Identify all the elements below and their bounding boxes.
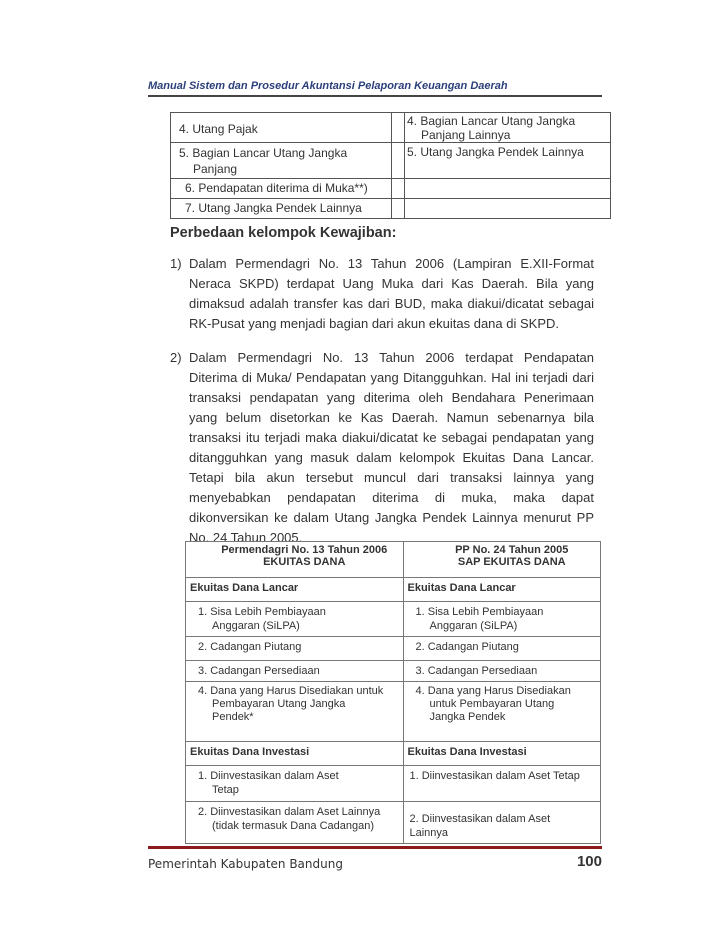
table-cell [405, 179, 611, 199]
item-text: Anggaran (SiLPA) [212, 620, 300, 632]
table-row [171, 143, 611, 179]
table-row [171, 179, 611, 199]
item-text: Pembayaran Utang Jangka [212, 698, 346, 710]
group-title: Ekuitas Dana Lancar [186, 578, 404, 602]
item-text: 3. Cadangan Persediaan [415, 665, 538, 677]
cell-text: 5. Utang Jangka Pendek Lainnya [407, 145, 584, 159]
item-text: 3. Cadangan Persediaan [198, 665, 320, 677]
item-text: Anggaran (SiLPA) [429, 620, 518, 632]
paragraph-number: 2) [170, 350, 182, 365]
cell-text: 6. Pendapatan diterima di Muka**) [185, 181, 368, 195]
table-cell [186, 802, 404, 844]
table-cell [171, 199, 392, 219]
table-cell [405, 113, 611, 143]
table-row [186, 802, 601, 844]
spacer-cell [392, 113, 405, 143]
header-line: Permendagri No. 13 Tahun 2006 [221, 544, 388, 556]
table-row [186, 602, 601, 637]
header-line: SAP EKUITAS DANA [457, 556, 566, 568]
item-text: (tidak termasuk Dana Cadangan) [212, 820, 375, 832]
paragraph-text: Dalam Permendagri No. 13 Tahun 2006 (Lampiran E.XII-Format Neraca SKPD) terdapat Uang Muka dari Kas Daerah. Bila yang dimaksud adalah transfer kas dari BUD, maka diakui/dicatat sebagai RK-Pusat yang menjadi bagian dari akun ekuitas dana di SKPD. [189, 256, 594, 331]
page-header-title: Manual Sistem dan Prosedur Akuntansi Pelaporan Keuangan Daerah [148, 80, 508, 92]
group-title: Ekuitas Dana Investasi [186, 742, 404, 766]
table-cell [186, 661, 404, 682]
group-title-row [186, 742, 601, 766]
table-cell [186, 682, 404, 742]
cell-text: Panjang Lainnya [421, 128, 511, 142]
table-cell [171, 143, 392, 179]
header-rule [148, 95, 602, 97]
item-text: 4. Dana yang Harus Disediakan [415, 685, 571, 697]
item-text: untuk Pembayaran Utang [429, 698, 555, 710]
table-cell [171, 113, 392, 143]
group-title: Ekuitas Dana Lancar [403, 578, 601, 602]
table-row [186, 766, 601, 802]
table-cell [186, 766, 404, 802]
table-row [171, 199, 611, 219]
header-line: EKUITAS DANA [263, 556, 346, 568]
paragraph-2 [170, 348, 594, 548]
paragraph-1 [170, 254, 594, 334]
cell-text: 4. Bagian Lancar Utang Jangka [407, 114, 576, 128]
table-cell [186, 602, 404, 637]
item-text: Pendek* [212, 711, 254, 723]
equity-comparison-table [185, 541, 601, 844]
table-header-row [186, 542, 601, 578]
cell-text: Panjang [193, 162, 238, 176]
liabilities-table [170, 112, 611, 219]
cell-text: 7. Utang Jangka Pendek Lainnya [185, 201, 362, 215]
group-title-row [186, 578, 601, 602]
table-cell [403, 637, 601, 661]
table-cell [405, 143, 611, 179]
table-cell [171, 179, 392, 199]
table-cell [403, 661, 601, 682]
item-text: 2. Cadangan Piutang [415, 641, 519, 653]
footer-rule [148, 846, 602, 849]
item-text: 2. Diinvestasikan dalam Aset Lainnya [198, 806, 381, 818]
paragraph-number: 1) [170, 256, 182, 271]
table-cell [403, 766, 601, 802]
header-cell [403, 542, 601, 578]
header-cell [186, 542, 404, 578]
table-row [186, 661, 601, 682]
table-cell [403, 682, 601, 742]
item-text: 1. Sisa Lebih Pembiayaan [415, 606, 544, 618]
table-row [186, 682, 601, 742]
cell-text: 4. Utang Pajak [179, 122, 258, 136]
paragraph-text: Dalam Permendagri No. 13 Tahun 2006 terdapat Pendapatan Diterima di Muka/ Pendapatan yang Ditangguhkan. Hal ini terjadi dari transaksi pendapatan yang diterima oleh Bendahara Penerimaan yang belum disetorkan ke Kas Daerah. Namun sebenarnya bila transaksi itu terjadi maka diakui/dicatat ke sebagai pendapatan yang ditangguhkan yang masuk dalam kelompok Ekuitas Dana Lancar. Tetapi bila akun tersebut muncul dari transaksi lainnya yang menyebabkan pendapatan diterima di muka, maka dapat dikonversikan ke dalam Utang Jangka Pendek Lainnya menurut PP No. 24 Tahun 2005. [189, 350, 594, 545]
item-text: 2. Cadangan Piutang [198, 641, 302, 653]
item-text: Tetap [212, 784, 239, 796]
table-cell [403, 802, 601, 844]
spacer-cell [392, 179, 405, 199]
table-row [186, 637, 601, 661]
table-cell [403, 602, 601, 637]
item-text: 4. Dana yang Harus Disediakan untuk [198, 685, 384, 697]
footer-organization: Pemerintah Kabupaten Bandung [148, 857, 343, 871]
spacer-cell [392, 143, 405, 179]
table-cell [186, 637, 404, 661]
item-text: 1. Diinvestasikan dalam Aset [198, 770, 339, 782]
item-text: Jangka Pendek [429, 711, 506, 723]
item-text: 2. Diinvestasikan dalam Aset Lainnya [409, 813, 551, 839]
page-number: 100 [576, 853, 602, 870]
table-cell [405, 199, 611, 219]
spacer-cell [392, 199, 405, 219]
table-row [171, 113, 611, 143]
item-text: 1. Sisa Lebih Pembiayaan [198, 606, 326, 618]
cell-text: 5. Bagian Lancar Utang Jangka [179, 146, 348, 160]
header-line: PP No. 24 Tahun 2005 [455, 544, 569, 556]
item-text: 1. Diinvestasikan dalam Aset Tetap [409, 770, 580, 782]
group-title: Ekuitas Dana Investasi [403, 742, 601, 766]
section-title: Perbedaan kelompok Kewajiban: [170, 225, 397, 241]
